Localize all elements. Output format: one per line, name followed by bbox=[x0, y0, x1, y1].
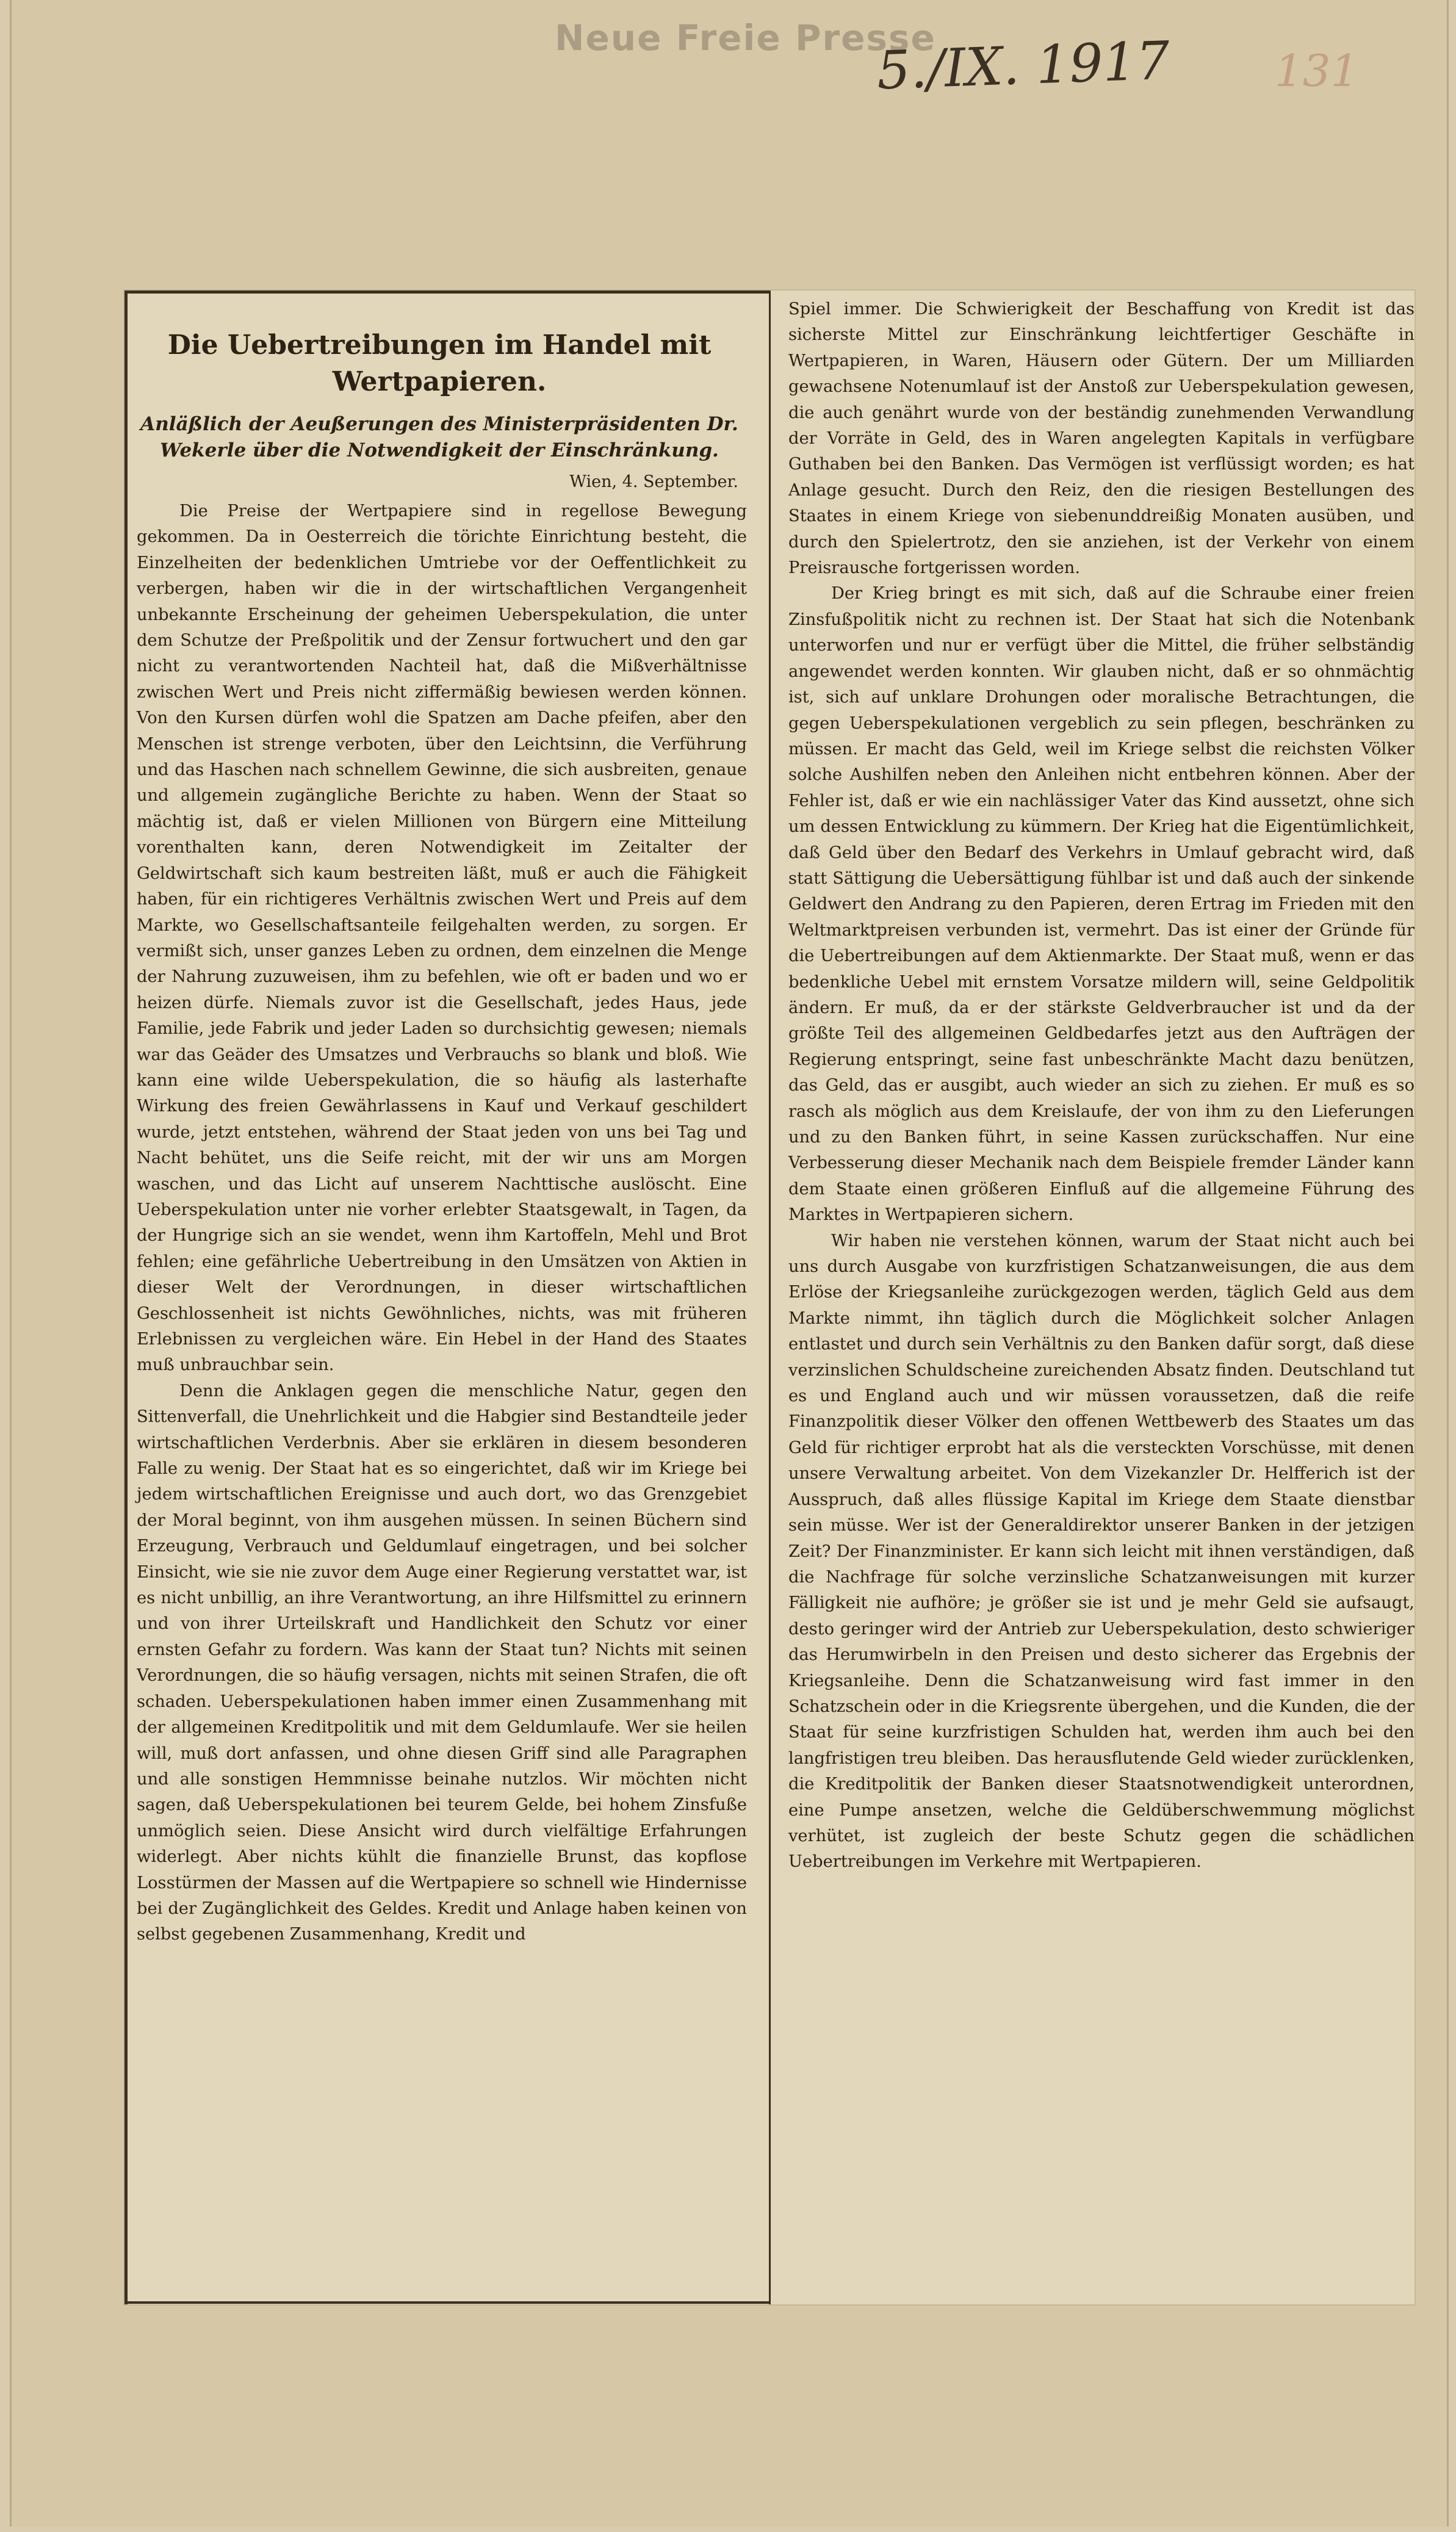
paragraph: Denn die Anklagen gegen die menschliche Natur, gegen den Sittenverfall, die Unehrlichkeit und die Habgier sind Bestandteile jeder wirtschaftlichen Verderbnis. Aber sie erklären in diesem besonderen Falle zu wenig. Der Staat hat es so eingerichtet, daß wir im Kriege bei jedem wirtschaftlichen Ereignisse und auch dort, wo das Grenzgebiet der Moral beginnt, von ihm ausgehen müssen. In seinen Büchern sind Erzeugung, Verbrauch und Geldumlauf eingetragen, und bei solcher Einsicht, wie sie nie zuvor dem Auge einer Regierung verstattet war, ist es nicht unbillig, an ihre Verantwortung, an ihre Hilfsmittel zu erinnern und von ihrer Urteilskraft und Handlichkeit den Schutz vor einer ernsten Gefahr zu fordern. Was kann der Staat tun? Nichts mit seinen Verordnungen, die so häufig versagen, nichts mit seinen Strafen, die oft schaden. Ueberspekulationen haben immer einen Zusammenhang mit der allgemeinen Kreditpolitik und mit dem Geldumlaufe. Wer sie heilen will, muß dort anfassen, und ohne diesen Griff sind alle Paragraphen und alle sonstigen Hemmnisse beinahe nutzlos. Wir möchten nicht sagen, daß Ueberspekulationen bei teurem Gelde, bei hohem Zinsfuße unmöglich seien. Diese Ansicht wird durch vielfältige Erfahrungen widerlegt. Aber nichts kühlt die finanzielle Brunst, das kopflose Losstürmen der Massen auf die Wertpapiere so schnell wie Hindernisse bei der Zugänglichkeit des Geldes. Kredit und Anlage haben keinen von selbst gegebenen Zusammenhang, Kredit und bbox=[137, 1381, 747, 1944]
article-headline: Die Uebertreibungen im Handel mit Wertpapieren. bbox=[167, 330, 712, 397]
paragraph: Die Preise der Wertpapiere sind in regellose Bewegung gekommen. Da in Oesterreich die törichte Einrichtung besteht, die Einzelheiten der bedenklichen Umtriebe vor der Oeffentlichkeit zu verbergen, haben wir die in der wirtschaftlichen Vergangenheit unbekannte Erscheinung der geheimen Ueberspekulation, die unter dem Schutze der Preßpolitik und der Zensur fortwuchert und den gar nicht zu verantwortenden Nachteil hat, daß die Mißverhältnisse zwischen Wert und Preis nicht ziffermäßig bewiesen werden können. Von den Kursen dürfen wohl die Spatzen am Dache pfeifen, aber den Menschen ist strenge verboten, über den Leichtsinn, die Verführung und das Haschen nach schnellem Gewinne, die sich ausbreiten, genaue und allgemein zugängliche Berichte zu haben. Wenn der Staat so mächtig ist, daß er vielen Millionen von Bürgern eine Mitteilung vorenthalten kann, deren Notwendigkeit im Zeitalter der Geldwirtschaft sich kaum bestreiten läßt, muß er auch die Fähigkeit haben, für ein richtigeres Verhältnis zwischen Wert und Preis auf dem Markte, wo Gesellschaftsanteile feilgehalten werden, zu sorgen. Er vermißt sich, unser ganzes Leben zu ordnen, dem einzelnen die Menge der Nahrung zuzuweisen, ihm zu befehlen, wie oft er baden und wo er heizen dürfe. Niemals zuvor ist die Gesellschaft, jedes Haus, jede Familie, jede Fabrik und jeder Laden so durchsichtig gewesen; niemals war das Geäder des Umsatzes und Verbrauchs so blank und bloß. Wie kann eine wilde Ueberspekulation, die so häufig als lasterhafte Wirkung des freien Gewährlassens in Kauf und Verkauf geschildert wurde, jetzt entstehen, während der Staat jeden von uns bei Tag und Nacht behütet, uns die Seife reicht, mit der wir uns am Morgen waschen, und das Licht auf unserem Nachttische auslöscht. Eine Ueberspekulation unter nie vorher erlebter Staatsgewalt, in Tagen, da der Hungrige sich an sie wendet, wenn ihm Kartoffeln, Mehl und Brot fehlen; eine gefährliche Uebertreibung in den Umsätzen von Aktien in dieser Welt der Verordnungen, in dieser wirtschaftlichen Geschlossenheit ist nichts Gewöhnliches, nichts, was mit früheren Erlebnissen zu vergleichen wäre. Ein Hebel in der Hand des Staates muß unbrauchbar sein. bbox=[137, 502, 747, 1375]
paragraph: Spiel immer. Die Schwierigkeit der Beschaffung von Kredit ist das sicherste Mittel zur Einschränkung leichtfertiger Geschäfte in Wertpapieren, in Waren, Häusern oder Gütern. Der um Milliarden gewachsene Notenumlauf ist der Anstoß zur Ueberspekulation gewesen, die auch genährt wurde von der beständig zunehmenden Verwandlung der Vorräte in Geld, des in Waren angelegten Kapitals in verfügbare Guthaben bei den Banken. Das Vermögen ist verflüssigt worden; es hat Anlage gesucht. Durch den Reiz, den die riesigen Bestellungen des Staates in einem Kriege von siebenunddreißig Monaten ausüben, und durch den Spielertrotz, den sie anziehen, ist der Verkehr von einem Preisrausche fortgerissen worden. bbox=[788, 300, 1415, 578]
article-column-1 bbox=[128, 305, 751, 2292]
article-subheadline: Anläßlich der Aeußerungen des Ministerpräsidenten Dr. Wekerle über die Notwendigkeit der Einschränkung. bbox=[140, 413, 738, 461]
bottom-frame-rule bbox=[124, 2301, 770, 2304]
handwritten-number: 131 bbox=[1275, 45, 1359, 96]
article-column-2 bbox=[780, 290, 1415, 2280]
paragraph: Der Krieg bringt es mit sich, daß auf die Schraube einer freien Zinsfußpolitik nicht zu rechnen ist. Der Staat hat sich die Notenbank unterworfen und nur er verfügt über die Mittel, die früher selbständig angewendet werden konnten. Wir glauben nicht, daß er so ohnmächtig ist, sich auf unklare Drohungen oder moralische Betrachtungen, die gegen Ueberspekulationen vergeblich zu sein pflegen, beschränken zu müssen. Er macht das Geld, weil im Kriege selbst die reichsten Völker solche Aushilfen neben den Anleihen nicht entbehren können. Aber der Fehler ist, daß er wie ein nachlässiger Vater das Kind aussetzt, ohne sich um dessen Entwicklung zu kümmern. Der Krieg hat die Eigentümlichkeit, daß Geld über den Bedarf des Verkehrs in Umlauf gebracht wird, daß statt Sättigung die Uebersättigung fühlbar ist und daß auch der sinkende Geldwert den Andrang zu den Papieren, deren Ertrag im Frieden mit den Weltmarktpreisen verbunden ist, vermehrt. Das ist einer der Gründe für die Uebertreibungen auf dem Aktienmarkte. Der Staat muß, wenn er das bedenkliche Uebel mit ernstem Vorsatze mildern will, seine Geldpolitik ändern. Er muß, da er der stärkste Geldverbraucher ist und da der größte Teil des allgemeinen Geldbedarfes jetzt aus den Aufträgen der Regierung entspringt, seine fast unbeschränkte Macht dazu benützen, das Geld, das er ausgibt, auch wieder an sich zu ziehen. Er muß es so rasch als möglich aus dem Kreislaufe, der von ihm zu den Lieferungen und zu den Banken führt, in seine Kassen zurückschaffen. Nur eine Verbesserung dieser Mechanik nach dem Beispiele fremder Länder kann dem Staate einen größeren Einfluß auf die allgemeine Führung des Marktes in Wertpapieren sichern. bbox=[788, 584, 1415, 1225]
handwritten-date: 5./IX. 1917 bbox=[876, 30, 1171, 102]
newspaper-stamp: Neue Freie Presse bbox=[555, 17, 936, 59]
column-divider bbox=[769, 290, 771, 2304]
left-frame-rule bbox=[124, 290, 128, 2304]
article-dateline: Wien, 4. September. bbox=[569, 472, 738, 491]
paragraph: Wir haben nie verstehen können, warum der Staat nicht auch bei uns durch Ausgabe von kurzfristigen Schatzanweisungen, die aus dem Erlöse der Kriegsanleihe zurückgezogen werden, täglich Geld aus dem Markte nimmt, ihn täglich durch die Möglichkeit solcher Anlagen entlastet und durch sein Verhältnis zu den Banken dafür sorgt, daß diese verzinslichen Schuldscheine zureichenden Absatz finden. Deutschland tut es und England auch und wir müssen voraussetzen, daß die reife Finanzpolitik dieser Völker den offenen Wettbewerb des Staates um das Geld für richtiger erprobt hat als die versteckten Vorschüsse, mit denen unsere Verwaltung arbeitet. Von dem Vizekanzler Dr. Helfferich ist der Ausspruch, daß alles flüssige Kapital im Kriege dem Staate dienstbar sein müsse. Wer ist der Generaldirektor unserer Banken in der jetzigen Zeit? Der Finanzminister. Er kann sich leicht mit ihnen verständigen, daß die Nachfrage für solche verzinsliche Schatzanweisungen mit kurzer Fälligkeit nie aufhöre; je größer sie ist und je mehr Geld sie aufsaugt, desto geringer wird der Antrieb zur Ueberspekulation, desto schwieriger das Herumwirbeln in den Preisen und desto sicherer das Ergebnis der Kriegsanleihe. Denn die Schatzanweisung wird fast immer in den Schatzschein oder in die Kriegsrente übergehen, und die Kunden, die der Staat für seine kurzfristigen Schulden hat, werden ihm auch bei den langfristigen treu bleiben. Das herausflutende Geld wieder zurücklenken, die Kreditpolitik der Banken dieser Staatsnotwendigkeit unterordnen, eine Pumpe ansetzen, welche die Geldüberschwemmung möglichst verhütet, ist zugleich der beste Schutz gegen die schädlichen Uebertreibungen im Verkehre mit Wertpapieren. bbox=[788, 1231, 1415, 1872]
top-frame-rule bbox=[124, 290, 770, 294]
